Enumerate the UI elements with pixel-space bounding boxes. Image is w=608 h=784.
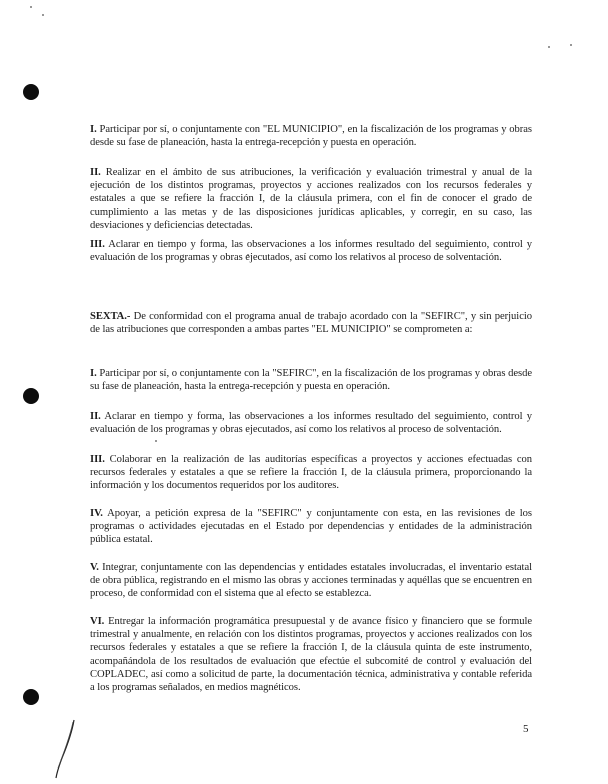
clause-number: III. [90, 239, 105, 250]
clause-text: Participar por sí, o conjuntamente con "EL MUNICIPIO", en la fiscalización de los programas y obras desde su fase de planeación, hasta la entrega-recepción y puesta en operación. [90, 124, 532, 149]
clause-number: V. [90, 562, 99, 573]
paragraph [90, 123, 532, 149]
clause-text: Apoyar, a petición expresa de la "SEFIRC" y conjuntamente con esta, en las revisiones de los programas o actividades ejecutadas en el Estado por dependencias y entidades de la administración pública estatal. [90, 508, 532, 546]
paragraph [90, 166, 532, 232]
paragraph [90, 367, 532, 393]
clause-text: De conformidad con el programa anual de trabajo acordado con la "SEFIRC", y sin perjuicio de las atribuciones que corresponden a ambas partes "EL MUNICIPIO" se comprometen a: [90, 311, 532, 336]
page-number: 5 [523, 723, 529, 735]
clause-text: Aclarar en tiempo y forma, las observaciones a los informes resultado del seguimiento, control y evaluación de los programas y obras ejecutados, así como los relativos al proceso de solventación. [90, 239, 532, 264]
paragraph [90, 507, 532, 547]
scan-speck [155, 440, 157, 442]
paragraph [90, 453, 532, 493]
paragraph [90, 410, 532, 436]
paragraph [90, 238, 532, 264]
clause-number: I. [90, 124, 97, 135]
clause-number: I. [90, 368, 97, 379]
paragraph [90, 615, 532, 694]
paragraph [90, 561, 532, 601]
binder-hole [23, 388, 39, 404]
clause-number: SEXTA.- [90, 311, 131, 322]
clause-number: III. [90, 454, 105, 465]
scan-speck [42, 14, 44, 16]
clause-number: IV. [90, 508, 103, 519]
clause-number: II. [90, 167, 101, 178]
scan-speck [570, 44, 572, 46]
scan-speck [548, 46, 550, 48]
clause-text: Entregar la información programática presupuestal y de avance físico y financiero que se formule trimestral y anualmente, en relación con los distintos programas, proyectos y acciones realizados con los recursos federales y estatales a que se refiere la fracción I, de la cláusula quinta de este instrumento, acompañándola de los resultados de evaluación que efectúe el subcomité de control y evaluación del COPLADEC, así como a solicitud de parte, la documentación técnica, administrativa y contable referida a los programas señalados, en medios magnéticos. [90, 616, 532, 694]
signature-mark [52, 718, 82, 782]
clause-text: Realizar en el ámbito de sus atribuciones, la verificación y evaluación trimestral y anual de la ejecución de los distintos programas, proyectos y acciones realizados con los recursos federales y estatales a que se refiere la fracción I, de la cláusula primera, con el fin de conocer el grado de cumplimiento a las metas y de las disposiciones jurídicas aplicables, y corregir, en su caso, las desviaciones y deficiencias detectadas. [90, 167, 532, 231]
clause-number: VI. [90, 616, 105, 627]
clause-number: II. [90, 411, 101, 422]
clause-text: Aclarar en tiempo y forma, las observaciones a los informes resultado del seguimiento, control y evaluación de los programas y obras ejecutados, así como los relativos al proceso de solventación. [90, 411, 532, 436]
binder-hole [23, 84, 39, 100]
binder-hole [23, 689, 39, 705]
paragraph [90, 310, 532, 336]
scan-speck [30, 6, 32, 8]
clause-text: Integrar, conjuntamente con las dependencias y entidades estatales involucradas, el inventario estatal de obra pública, registrando en el mismo las obras y acciones terminadas y aquéllas que se encuentren en proceso, de conformidad con el sistema que al efecto se establezca. [90, 562, 532, 600]
clause-text: Participar por sí, o conjuntamente con la "SEFIRC", en la fiscalización de los programas y obras desde su fase de planeación, hasta la entrega-recepción y puesta en operación. [90, 368, 532, 393]
clause-text: Colaborar en la realización de las auditorías específicas a proyectos y acciones efectuadas con recursos federales y estatales a que se refiere la fracción I, de la cláusula primera, proporcionando la información y los documentos requeridos por los auditores. [90, 454, 532, 492]
